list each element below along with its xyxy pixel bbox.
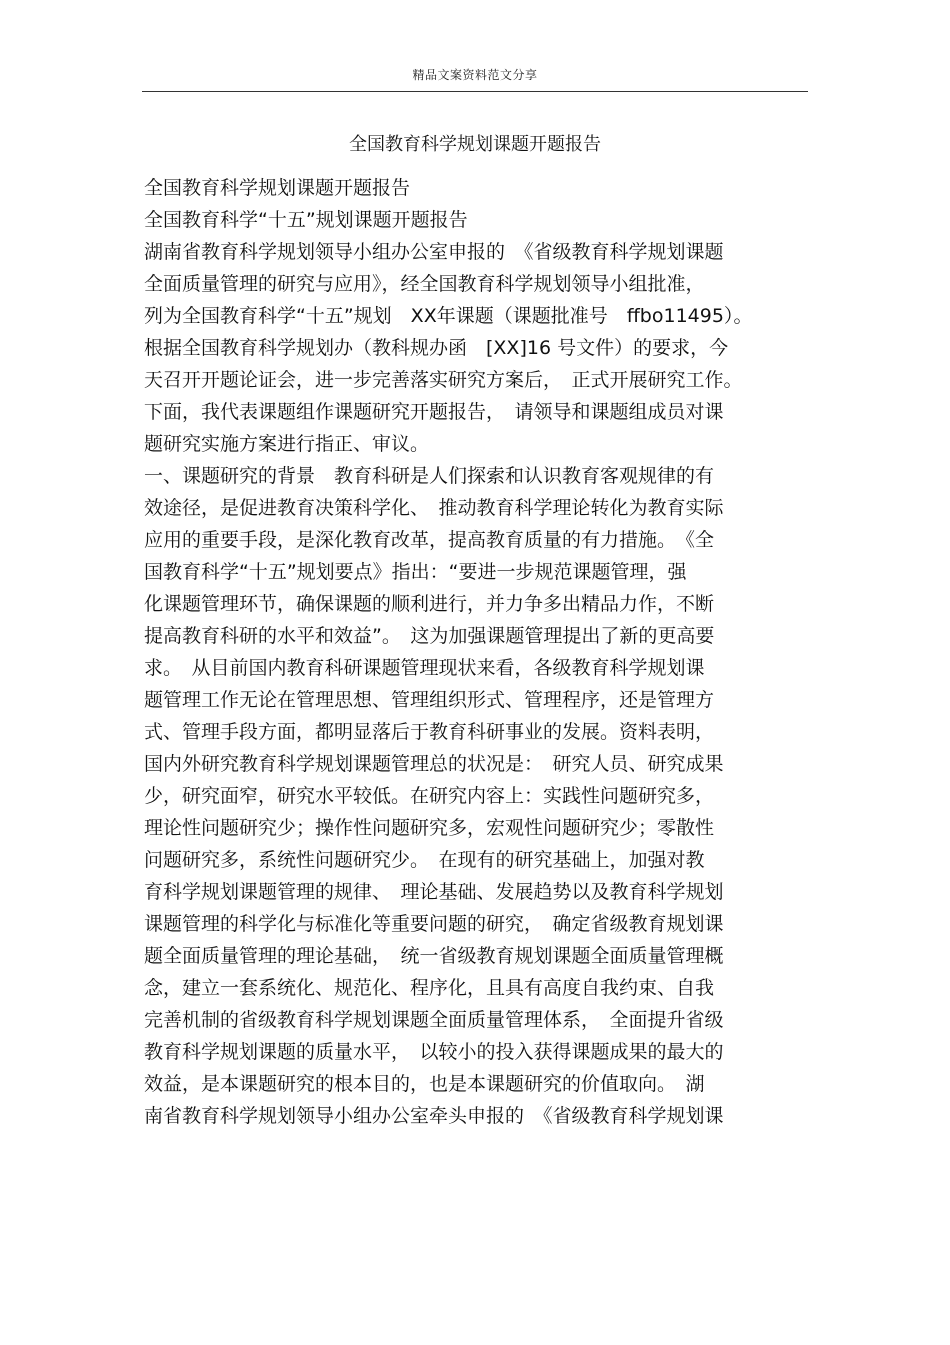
body-text-line: 根据全国教育科学规划办（教科规办函 [XX]16 号文件）的要求，今 — [144, 337, 729, 359]
body-text-line: 全国教育科学“十五”规划课题开题报告 — [144, 209, 468, 231]
body-text-line: 湖南省教育科学规划领导小组办公室申报的 《省级教育科学规划课题 — [144, 241, 724, 263]
body-text-line: 式、管理手段方面，都明显落后于教育科研事业的发展。资料表明， — [144, 721, 715, 743]
body-text-line: 题管理工作无论在管理思想、管理组织形式、管理程序，还是管理方 — [144, 689, 715, 711]
body-text-line: 应用的重要手段，是深化教育改革，提高教育质量的有力措施。 《全 — [144, 529, 715, 551]
page-header: 精品文案资料范文分享 — [412, 68, 538, 82]
body-text-line: 育科学规划课题管理的规律、 理论基础、发展趋势以及教育科学规划 — [144, 881, 724, 903]
document-body — [144, 172, 814, 1132]
body-text-line: 少，研究面窄，研究水平较低。在研究内容上：实践性问题研究多， — [144, 785, 715, 807]
header-divider — [142, 91, 808, 92]
body-text-line: 念，建立一套系统化、规范化、程序化，且具有高度自我约束、自我 — [144, 977, 715, 999]
body-text-line: 化课题管理环节，确保课题的顺利进行，并力争多出精品力作，不断 — [144, 593, 715, 615]
body-text-line: 问题研究多，系统性问题研究少。 在现有的研究基础上，加强对教 — [144, 849, 705, 871]
body-text-line: 全国教育科学规划课题开题报告 — [144, 177, 411, 199]
body-text-line: 国内外研究教育科学规划课题管理总的状况是： 研究人员、研究成果 — [144, 753, 724, 775]
body-text-line: 天召开开题论证会，进一步完善落实研究方案后， 正式开展研究工作。 — [144, 369, 743, 391]
body-text-line: 下面，我代表课题组作课题研究开题报告， 请领导和课题组成员对课 — [144, 401, 724, 423]
body-text-line: 一、课题研究的背景 教育科研是人们探索和认识教育客观规律的有 — [144, 465, 715, 487]
body-text-line: 南省教育科学规划领导小组办公室牵头申报的 《省级教育科学规划课 — [144, 1105, 724, 1127]
body-text-line: 列为全国教育科学“十五”规划 XX年课题（课题批准号 ffbo11495）。 — [144, 305, 753, 327]
body-text-line: 完善机制的省级教育科学规划课题全面质量管理体系， 全面提升省级 — [144, 1009, 724, 1031]
body-text-line: 国教育科学“十五”规划要点》指出：“要进一步规范课题管理，强 — [144, 561, 687, 583]
body-text-line: 效途径，是促进教育决策科学化、 推动教育科学理论转化为教育实际 — [144, 497, 724, 519]
body-text-line: 课题管理的科学化与标准化等重要问题的研究， 确定省级教育规划课 — [144, 913, 724, 935]
body-text-line: 题研究实施方案进行指正、审议。 — [144, 433, 430, 455]
body-text-line: 理论性问题研究少；操作性问题研究多，宏观性问题研究少；零散性 — [144, 817, 715, 839]
body-text-line: 题全面质量管理的理论基础， 统一省级教育规划课题全面质量管理概 — [144, 945, 724, 967]
body-text-line: 全面质量管理的研究与应用》，经全国教育科学规划领导小组批准， — [144, 273, 705, 295]
body-text-line: 效益，是本课题研究的根本目的，也是本课题研究的价值取向。 湖 — [144, 1073, 705, 1095]
body-text-line: 求。 从目前国内教育科研课题管理现状来看，各级教育科学规划课 — [144, 657, 705, 679]
body-text-line: 提高教育科研的水平和效益”。 这为加强课题管理提出了新的更高要 — [144, 625, 715, 647]
document-title: 全国教育科学规划课题开题报告 — [349, 134, 601, 155]
body-text-line: 教育科学规划课题的质量水平， 以较小的投入获得课题成果的最大的 — [144, 1041, 724, 1063]
